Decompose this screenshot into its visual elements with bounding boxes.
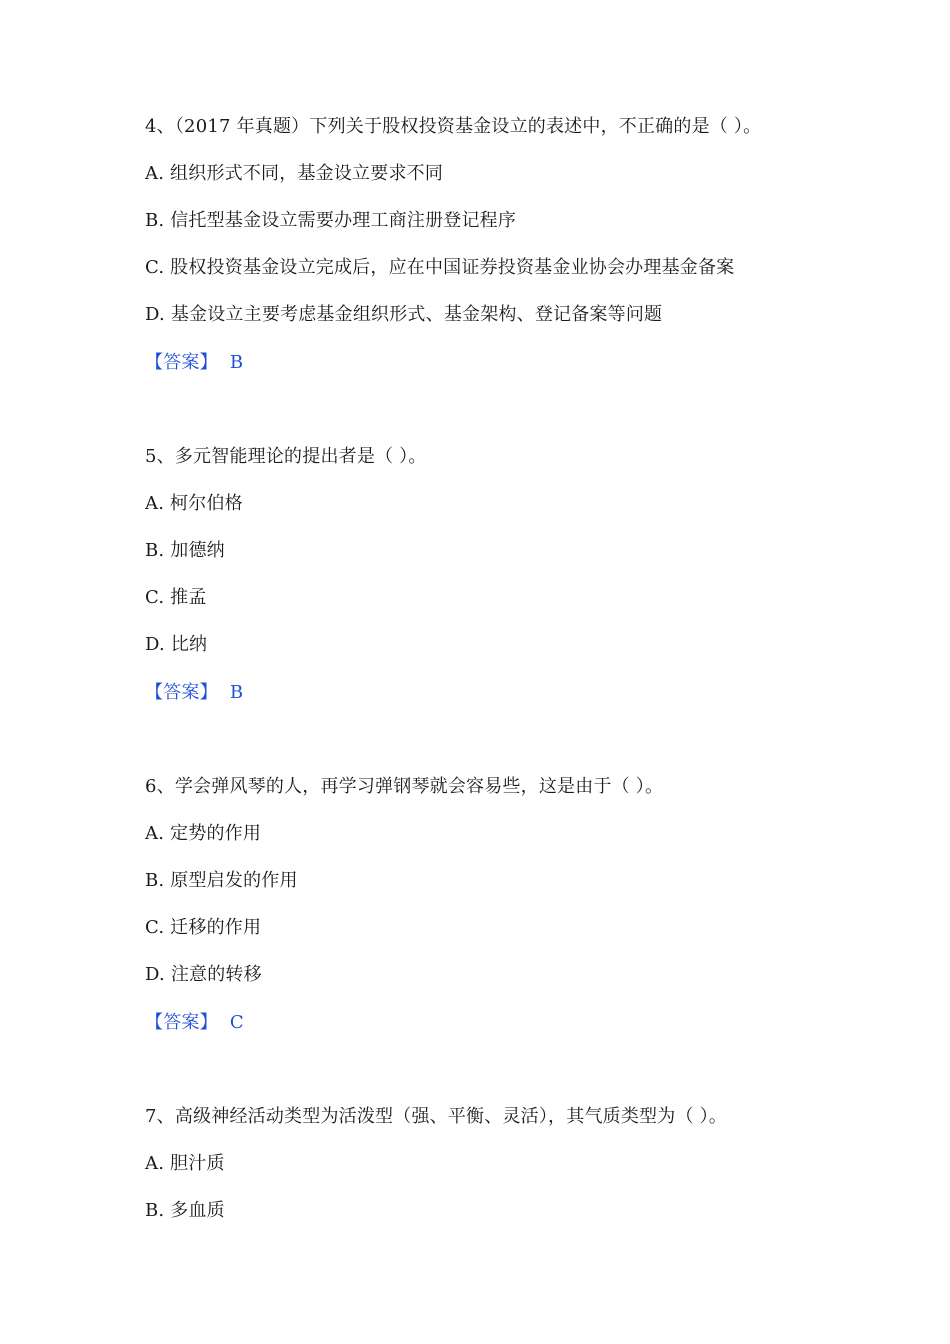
answer-label: 【答案】 [145,682,218,703]
question-6-option-c: C. 迁移的作用 [145,917,262,938]
question-7-stem: 7、高级神经活动类型为活泼型（强、平衡、灵活），其气质类型为（ ）。 [145,1106,727,1127]
question-6-option-d: D. 注意的转移 [145,964,262,985]
question-4-stem: 4、（2017 年真题）下列关于股权投资基金设立的表述中，不正确的是（ ）。 [145,116,762,137]
question-5-answer [145,681,243,705]
question-4-option-a: A. 组织形式不同，基金设立要求不同 [145,163,444,184]
answer-value: B [229,352,244,373]
answer-label: 【答案】 [145,352,218,373]
question-6-stem: 6、学会弹风琴的人，再学习弹钢琴就会容易些，这是由于（ ）。 [145,776,664,797]
question-6-answer [145,1011,244,1035]
question-4-answer [145,351,243,375]
question-7-option-b: B. 多血质 [145,1200,225,1221]
question-5-option-d: D. 比纳 [145,634,208,655]
question-6-option-a: A. 定势的作用 [145,823,262,844]
question-7-option-a: A. 胆汁质 [145,1153,225,1174]
answer-value: B [229,682,244,703]
question-5-option-c: C. 推孟 [145,587,207,608]
answer-value: C [229,1012,244,1033]
question-4-option-d: D. 基金设立主要考虑基金组织形式、基金架构、登记备案等问题 [145,304,663,325]
question-5-stem: 5、多元智能理论的提出者是（ ）。 [145,446,427,467]
question-5-option-b: B. 加德纳 [145,540,225,561]
question-4-option-b: B. 信托型基金设立需要办理工商注册登记程序 [145,210,517,231]
answer-label: 【答案】 [145,1012,218,1033]
question-5-option-a: A. 柯尔伯格 [145,493,243,514]
question-4-option-c: C. 股权投资基金设立完成后，应在中国证券投资基金业协会办理基金备案 [145,257,735,278]
question-6-option-b: B. 原型启发的作用 [145,870,298,891]
